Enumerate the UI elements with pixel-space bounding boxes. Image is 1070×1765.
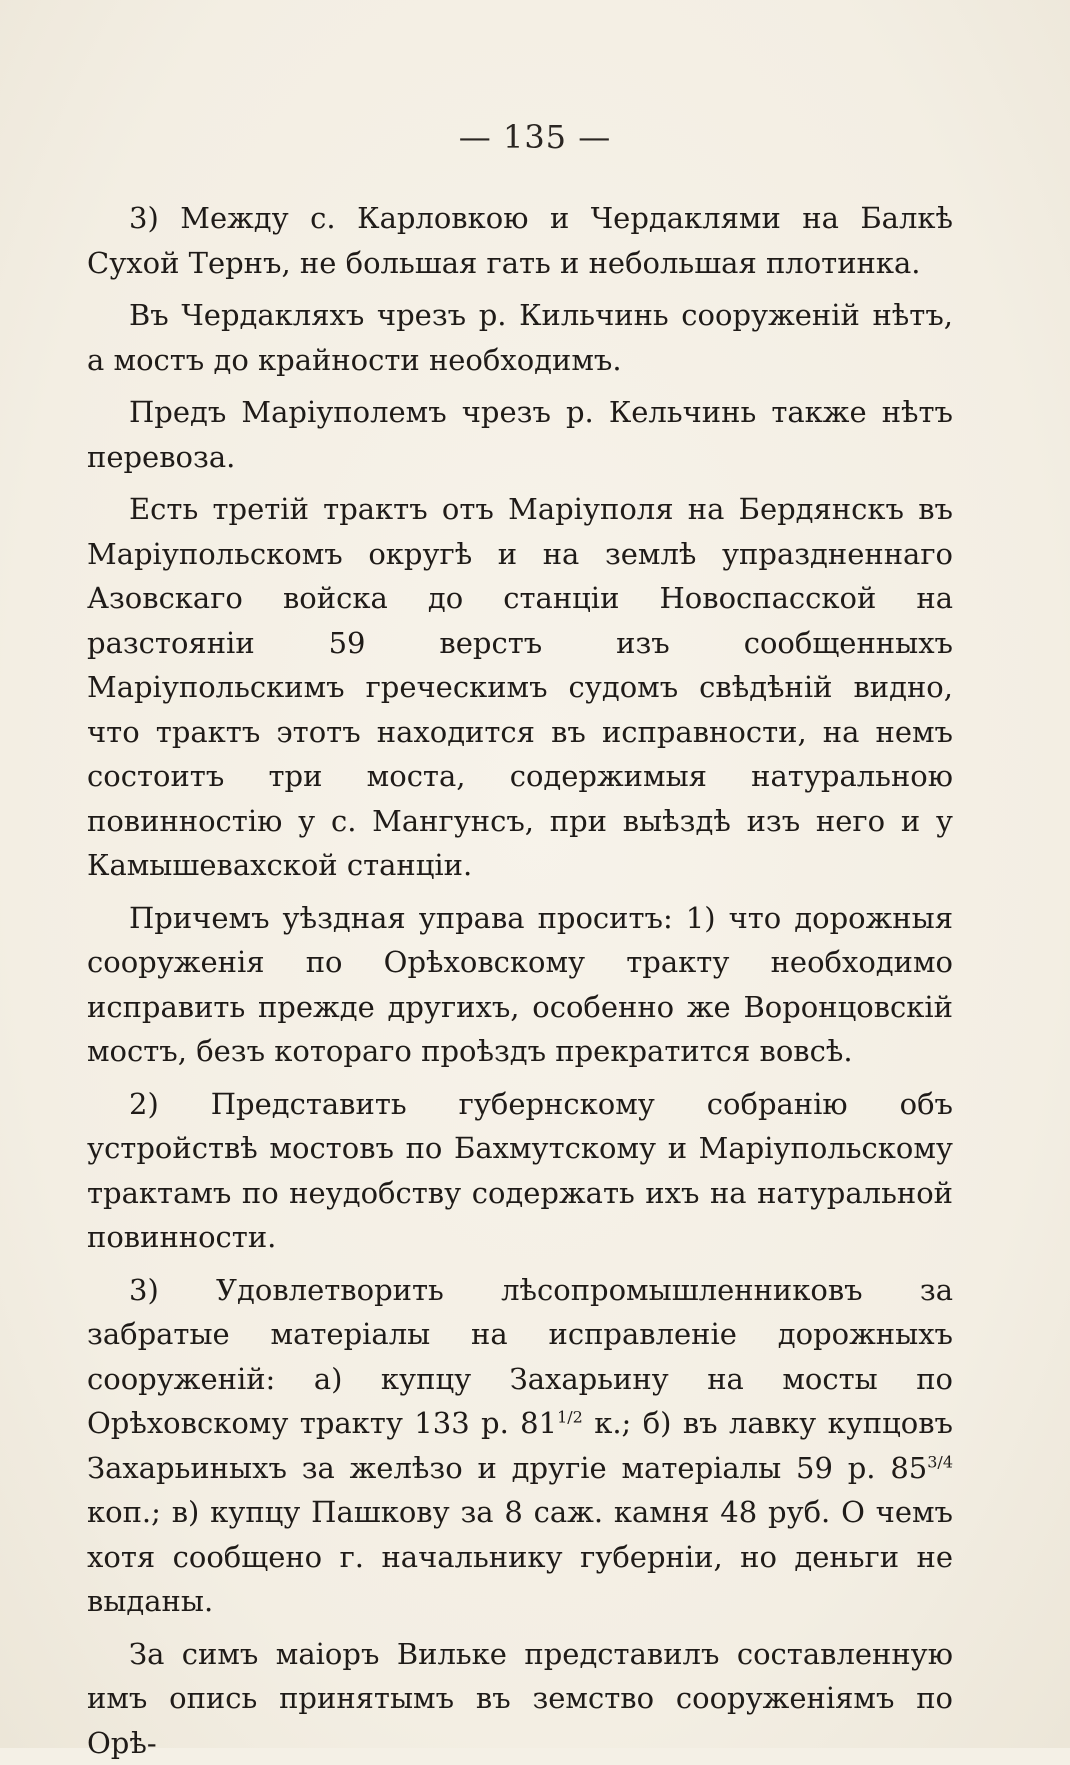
fraction-three-quarters: 3/4 [927,1452,953,1471]
paragraph-1: 3) Между с. Карловкою и Чердаклями на Балкѣ Сухой Тернъ, не большая гать и небольшая плотинка. [87,196,953,285]
paragraph-7-part-1: 3) Удовлетворить лѣсопромышленниковъ за забратые матеріалы на исправленіе дорожныхъ сооруженій: а) купцу Захарьину на мосты по Орѣховскому тракту 133 р. 81 [87,1273,953,1441]
page-number: — 135 — [0,118,1070,156]
fraction-half: 1/2 [557,1407,583,1426]
page-text [87,196,953,1765]
paragraph-7-part-3: коп.; в) купцу Пашкову за 8 саж. камня 48 руб. О чемъ хотя сообщено г. начальнику губерніи, но деньги не выданы. [87,1495,953,1618]
paragraph-6: 2) Представить губернскому собранію объ устройствѣ мостовъ по Бахмутскому и Маріупольскому трактамъ по неудобству содержать ихъ на натуральной повинности. [87,1082,953,1260]
paragraph-5: Причемъ уѣздная управа проситъ: 1) что дорожныя сооруженія по Орѣховскому тракту необходимо исправить прежде другихъ, особенно же Воронцовскій мостъ, безъ котораго проѣздъ прекратится вовсѣ. [87,896,953,1074]
paragraph-4: Есть третій трактъ отъ Маріуполя на Бердянскъ въ Маріупольскомъ округѣ и на землѣ упраздненнаго Азовскаго войска до станціи Новоспасской на разстояніи 59 верстъ изъ сообщенныхъ Маріупольскимъ греческимъ судомъ свѣдѣній видно, что трактъ этотъ находится въ исправности, на немъ состоитъ три моста, содержимыя натуральною повинностію у с. Мангунсъ, при выѣздѣ изъ него и у Камышевахской станціи. [87,487,953,888]
paragraph-8: За симъ маіоръ Вильке представилъ составленную имъ опись принятымъ въ земство сооруженіямъ по Орѣ- [87,1632,953,1765]
paragraph-7 [87,1268,953,1624]
paragraph-3: Предъ Маріуполемъ чрезъ р. Кельчинь также нѣтъ перевоза. [87,390,953,479]
paragraph-7-part-2: к.; б) въ лавку купцовъ Захарьиныхъ за желѣзо и другіе матеріалы 59 р. 85 [87,1406,953,1485]
paragraph-2: Въ Чердакляхъ чрезъ р. Кильчинь сооруженій нѣтъ, а мостъ до крайности необходимъ. [87,293,953,382]
